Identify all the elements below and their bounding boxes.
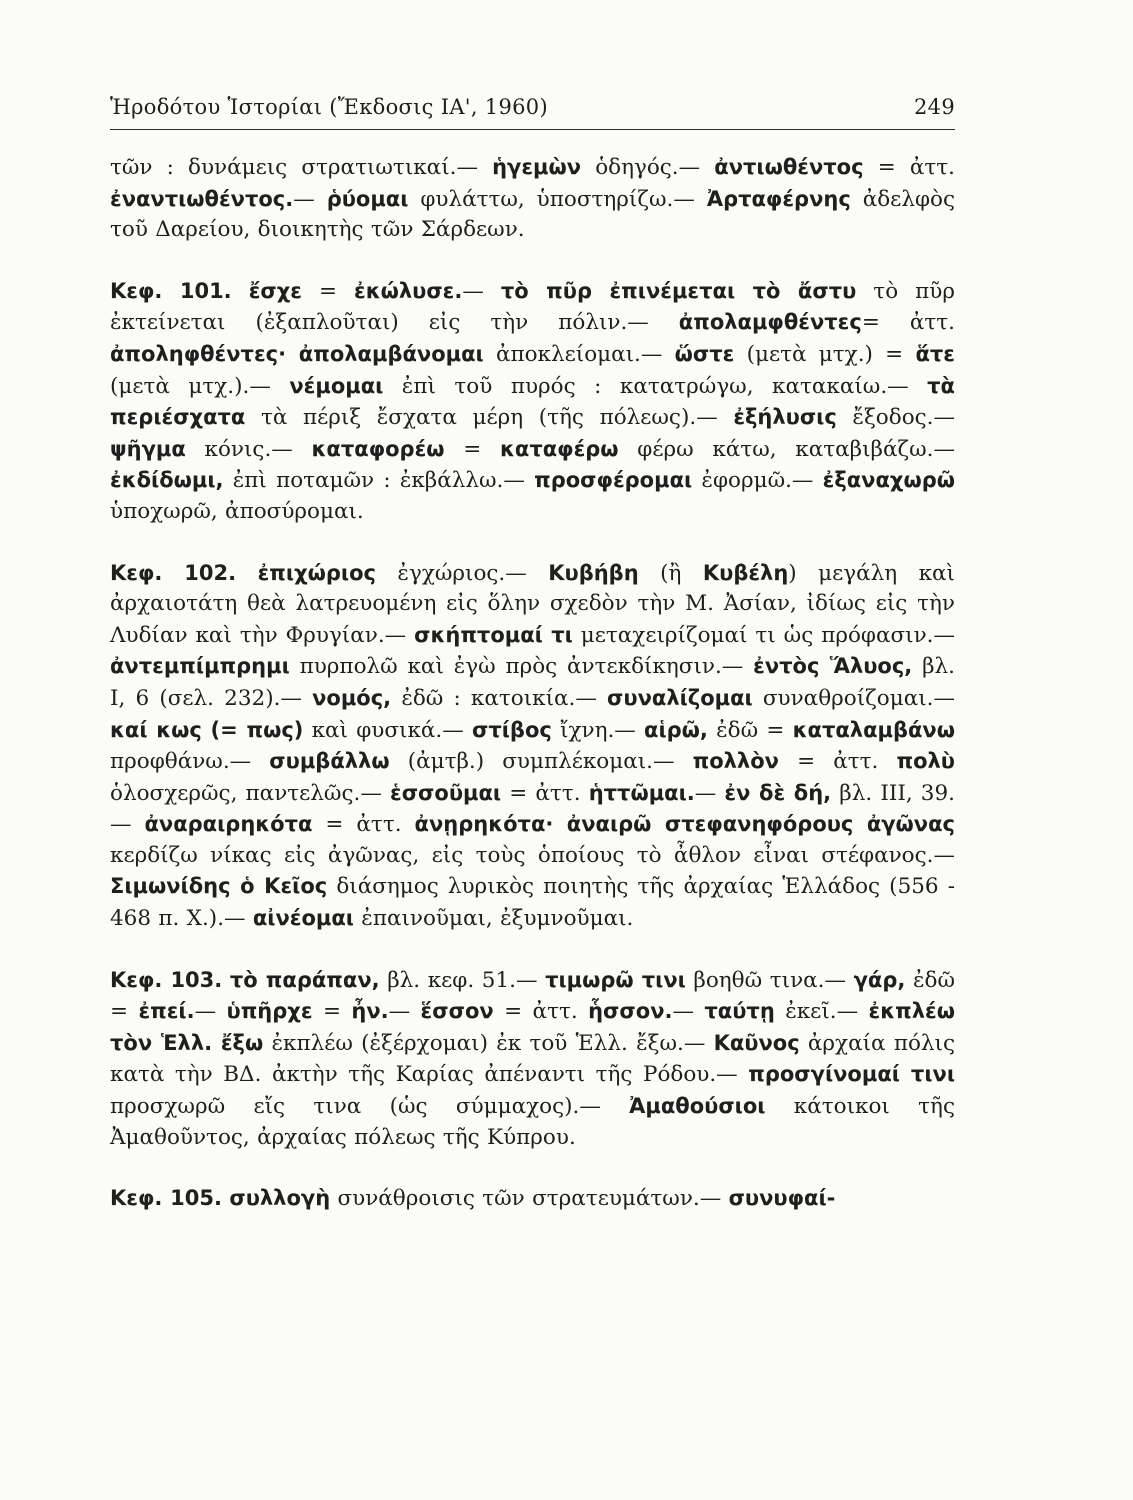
lemma: Κυβέλη — [702, 560, 789, 585]
gloss-text: βοηθῶ τινα.— — [685, 967, 854, 993]
gloss-text: ἴχνη.— — [551, 717, 645, 743]
gloss-text — [222, 968, 230, 993]
gloss-text: ἔξοδος.— — [836, 405, 956, 431]
gloss-text: ἐδῶ = — [110, 967, 955, 1025]
gloss-text: — — [194, 999, 227, 1025]
gloss-text: ἐπὶ τοῦ πυρός : κατατρώγω, κατακαίω.— — [383, 373, 928, 399]
lemma: ἕσσον — [420, 999, 494, 1024]
gloss-text: κόνις.— — [185, 436, 312, 462]
gloss-text: ἐπὶ ποταμῶν : ἐκβάλλω.— — [223, 468, 535, 494]
gloss-text: = ἀττ. — [863, 155, 955, 180]
gloss-text: ἐφορμῶ.— — [692, 468, 823, 494]
lemma: καταφορέω — [311, 436, 445, 461]
lemma: ταύτῃ — [704, 999, 775, 1024]
lemma: τὸ πῦρ ἐπινέμεται τὸ ἄστυ — [500, 278, 857, 303]
gloss-text: = ἀττ. — [493, 999, 589, 1025]
gloss-text: συναθροίζομαι.— — [752, 685, 956, 711]
lemma: νομός, — [312, 685, 392, 710]
gloss-text: μεταχειρίζομαί τι ὡς πρόφασιν.— — [572, 622, 955, 648]
gloss-text: ἐγχώριος.— — [375, 560, 549, 586]
lemma: τὰ περιέσχατα — [110, 373, 955, 430]
gloss-text: — — [462, 278, 501, 304]
lemma: καταλαμβάνω — [792, 717, 955, 742]
lemma: τιμωρῶ τινι — [545, 967, 686, 992]
gloss-text: = ἀττ. — [501, 780, 589, 806]
chapter-heading: Κεφ. 103. — [110, 967, 223, 992]
paragraph — [110, 152, 955, 246]
lemma: ἐπεί. — [138, 999, 195, 1024]
gloss-text: (μετὰ μτχ.) = — [734, 341, 916, 367]
lemma: ἐκδίδωμι, — [110, 468, 224, 493]
lemma: συμβάλλω — [269, 749, 390, 774]
lemma: νέμομαι — [289, 373, 384, 398]
gloss-text: κερδίζω νίκας εἰς ἀγῶνας, εἰς τοὺς ὁποίους τὸ ἆθλον εἶναι στέφανος.— — [110, 842, 955, 868]
lemma: ψῆγμα — [110, 436, 186, 461]
gloss-text: = — [444, 436, 500, 462]
lemma: Καῦνος — [713, 1030, 800, 1055]
page — [110, 95, 955, 1215]
lemma: ἀνῃρηκότα· ἀναιρῶ στεφανηφόρους ἀγῶνας — [414, 812, 955, 837]
running-title: Ἡροδότου Ἱστορίαι (Ἔκδοσις ΙΑ', 1960) — [110, 95, 548, 119]
lemma: ῥύομαι — [326, 186, 409, 211]
lemma: ἦν. — [351, 999, 389, 1024]
gloss-text: = — [301, 278, 354, 304]
gloss-text: ἀρχαία πόλις κατὰ τὴν ΒΔ. ἀκτὴν τῆς Καρίας ἀπέναντι τῆς Ρόδου.— — [110, 1030, 955, 1088]
lemma: ἅτε — [915, 341, 955, 366]
chapter-heading: Κεφ. 102. — [110, 560, 237, 585]
lemma: ἐκπλέω τὸν Ἑλλ. ἔξω — [110, 999, 955, 1055]
page-number: 249 — [914, 95, 955, 119]
lemma: ἐπιχώριος — [257, 560, 376, 585]
lemma: Κυβήβη — [548, 560, 639, 585]
lemma: ἐξαναχωρῶ — [822, 468, 955, 493]
gloss-text: ὑποχωρῶ, ἀποσύρομαι. — [110, 498, 364, 524]
gloss-text: φυλάττω, ὑποστηρίζω.— — [408, 186, 707, 212]
gloss-text: πυρπολῶ καὶ ἐγὼ πρὸς ἀντεκδίκησιν.— — [289, 654, 754, 680]
gloss-text — [232, 279, 249, 304]
chapter-heading: Κεφ. 101. — [110, 278, 232, 303]
gloss-text: βλ. Ι, 6 (σελ. 232).— — [110, 654, 955, 711]
lemma: ἀναραιρηκότα — [144, 812, 313, 837]
gloss-text: ἐκπλέω (ἐξέρχομαι) ἐκ τοῦ Ἑλλ. ἔξω.— — [263, 1030, 714, 1056]
paragraph — [110, 558, 955, 935]
lemma: πολὺ — [896, 749, 955, 774]
lemma: συλλογὴ — [229, 1186, 331, 1211]
gloss-text: ) μεγάλη καὶ ἀρχαιοτάτη θεὰ λατρευομένη εἰς ὅλην σχεδὸν τὴν Μ. Ἀσίαν, ἰδίως εἰς τὴν Λυδίαν καὶ τὴν Φρυγίαν.— — [110, 560, 955, 648]
gloss-text: τῶν : δυνάμεις στρατιωτικαί.— — [110, 155, 493, 180]
gloss-text: διάσημος λυρικὸς ποιητὴς τῆς ἀρχαίας Ἑλλάδος (556 - 468 π. Χ.).— — [110, 874, 955, 932]
gloss-text: ἐπαινοῦμαι, ἐξυμνοῦμαι. — [353, 906, 634, 932]
gloss-text: ἀδελφὸς τοῦ Δαρείου, διοικητὴς τῶν Σάρδεων. — [110, 186, 955, 243]
lemma: συνυφαί- — [728, 1186, 836, 1211]
lemma: συναλίζομαι — [607, 685, 753, 710]
lemma: ἐκώλυσε. — [354, 278, 463, 303]
gloss-text: — — [672, 999, 705, 1025]
lemma: ἧσσον. — [588, 999, 673, 1024]
gloss-text: = ἀττ. — [861, 310, 955, 336]
lemma: ἡττῶμαι. — [588, 780, 695, 805]
gloss-text: καὶ φυσικά.— — [303, 717, 472, 743]
lemma: ὑπῆρχε — [226, 999, 313, 1024]
lemma: αἰνέομαι — [252, 906, 354, 931]
lemma: καί κως (= πως) — [110, 717, 304, 742]
lemma: ἐν δὲ δή, — [724, 780, 832, 805]
lemma: ἑσσοῦμαι — [390, 780, 502, 805]
lemma: τὸ παράπαν, — [229, 967, 380, 992]
gloss-text: προσχωρῶ εἴς τινα (ὡς σύμμαχος).— — [110, 1094, 630, 1120]
lemma: καταφέρω — [499, 436, 619, 461]
paragraph — [110, 1183, 955, 1215]
gloss-text: (ἢ — [638, 560, 703, 586]
paragraph — [110, 276, 955, 528]
gloss-text: βλ. κεφ. 51.— — [379, 967, 546, 993]
lemma: πολλὸν — [692, 749, 779, 774]
gloss-text: φέρω κάτω, καταβιβάζω.— — [618, 436, 955, 462]
lemma: Σιμωνίδης ὁ Κεῖος — [110, 874, 328, 899]
gloss-text: — — [293, 186, 327, 212]
gloss-text: — — [694, 780, 725, 806]
gloss-text: βλ. ΙΙΙ, 39.— — [110, 780, 955, 838]
lemma: ἐντὸς Ἅλυος, — [753, 654, 913, 679]
lemma: ἔσχε — [248, 278, 302, 303]
lemma: Ἀρταφέρνης — [706, 186, 851, 211]
gloss-text: κάτοικοι τῆς Ἀμαθοῦντος, ἀρχαίας πόλεως τῆς Κύπρου. — [110, 1094, 955, 1150]
chapter-heading: Κεφ. 105. — [110, 1186, 222, 1211]
running-head — [110, 95, 955, 130]
lemma: σκήπτομαί τι — [414, 622, 573, 647]
body-text — [110, 152, 955, 1215]
gloss-text — [236, 561, 257, 586]
lemma: ἀντεμπίμπρημι — [110, 654, 290, 679]
gloss-text: τὸ πῦρ ἐκτείνεται (ἐξαπλοῦται) εἰς τὴν πόλιν.— — [110, 278, 955, 336]
lemma: ἀντιωθέντος — [714, 155, 864, 179]
lemma: Ἀμαθούσιοι — [629, 1094, 766, 1119]
gloss-text: — — [388, 999, 421, 1025]
gloss-text: = ἀττ. — [312, 812, 415, 838]
gloss-text: ὁλοσχερῶς, παντελῶς.— — [110, 780, 390, 806]
gloss-text: ἐκεῖ.— — [774, 999, 869, 1025]
lemma: ἐξήλυσις — [733, 405, 837, 430]
lemma: γάρ, — [853, 967, 906, 992]
lemma: αἱρῶ, — [644, 717, 708, 742]
gloss-text: τὰ πέριξ ἔσχατα μέρη (τῆς πόλεως).— — [245, 405, 734, 431]
lemma: ὥστε — [674, 341, 735, 366]
gloss-text: προφθάνω.— — [110, 749, 270, 775]
lemma: στίβος — [471, 717, 552, 742]
lemma: ἀποληφθέντες· ἀπολαμβάνομαι — [110, 341, 484, 366]
lemma: ἐναντιωθέντος. — [110, 186, 294, 211]
gloss-text: = ἀττ. — [778, 749, 897, 775]
lemma: ἡγεμὼν — [492, 155, 582, 179]
lemma: προσφέρομαι — [534, 468, 693, 493]
lemma: προσγίνομαί τινι — [748, 1062, 955, 1087]
gloss-text: ἐδῶ = — [707, 717, 793, 743]
lemma: ἀπολαμφθέντες — [678, 310, 862, 335]
gloss-text: ἐδῶ : κατοικία.— — [391, 685, 608, 711]
gloss-text: (ἀμτβ.) συμπλέκομαι.— — [389, 749, 693, 775]
paragraph — [110, 965, 955, 1154]
gloss-text: ἀποκλείομαι.— — [483, 341, 675, 367]
gloss-text: = — [312, 999, 352, 1025]
gloss-text: ὁδηγός.— — [581, 155, 715, 180]
gloss-text: (μετὰ μτχ.).— — [110, 373, 290, 399]
gloss-text: συνάθροισις τῶν στρατευμάτων.— — [330, 1186, 729, 1212]
